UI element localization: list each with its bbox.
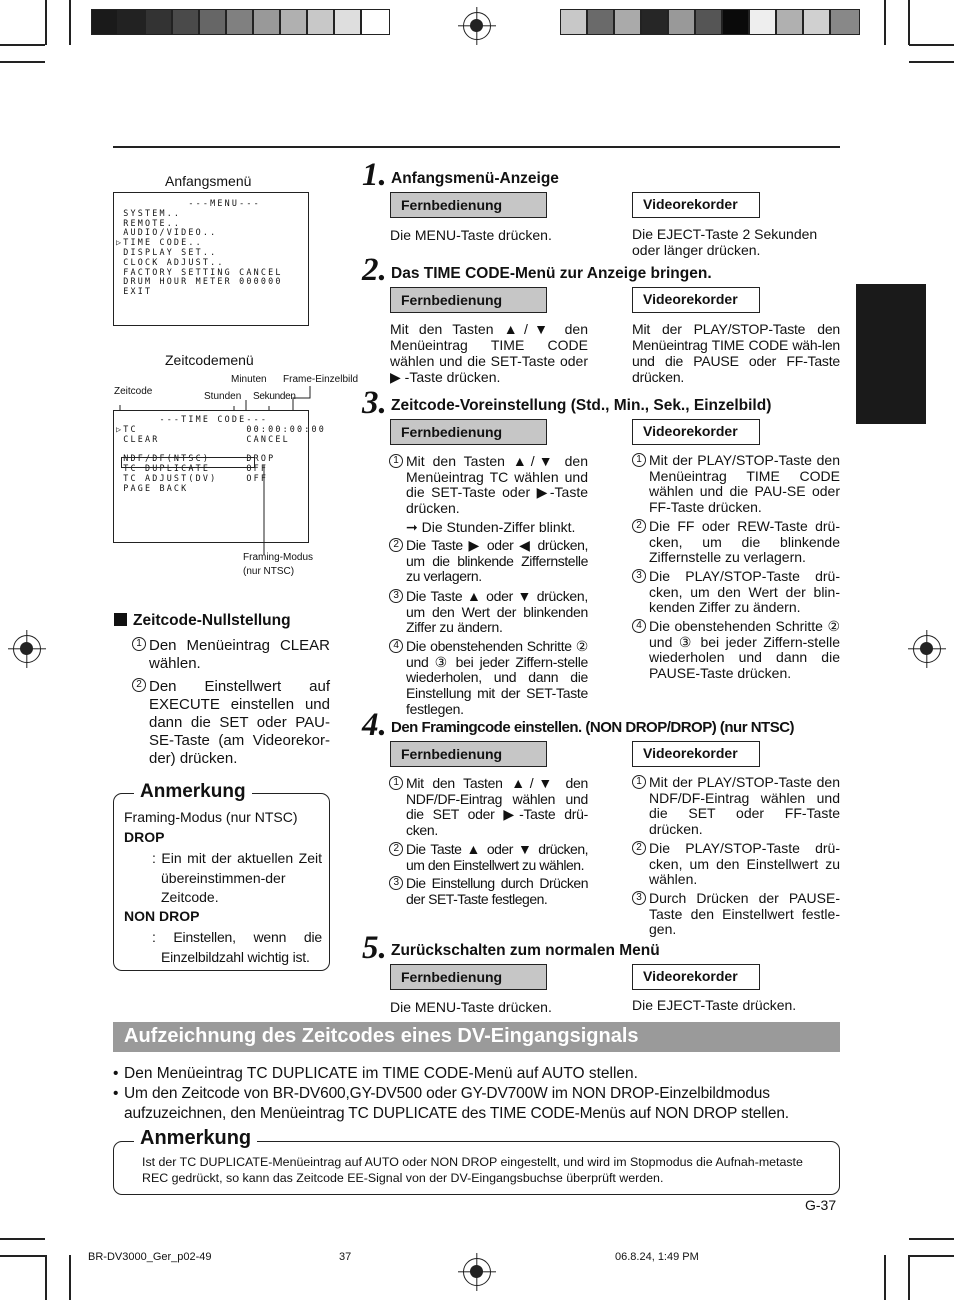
anmerkung-title-bottom: Anmerkung — [134, 1127, 257, 1150]
num-circle: 2 — [389, 538, 403, 552]
section-banner — [113, 1022, 840, 1052]
step5-fernbedienung: Fernbedienung — [390, 964, 547, 990]
drop-label: DROP — [124, 829, 165, 845]
label-frame-einzelbild: Frame-Einzelbild — [283, 374, 359, 385]
footer-number: 37 — [339, 1251, 352, 1263]
step2-title: Das TIME CODE-Menü zur Anzeige bringen. — [391, 265, 712, 282]
nullstellung-item-1: 1 Den Menüeintrag CLEAR wählen. — [149, 637, 330, 673]
num-circle: 2 — [632, 519, 646, 533]
step5-number: 5. — [362, 930, 387, 966]
registration-mark-bottom — [463, 1258, 491, 1286]
registration-mark-left — [13, 635, 41, 663]
label-framing-modus: Framing-Modus (nur NTSC) — [243, 552, 314, 577]
step3-fern-item-3: 3 Die Taste ▲ oder ▼ drücken, um den Wert der blinkenden Ziffer zu ändern. — [406, 589, 588, 636]
footer-filename: BR-DV3000_Ger_p02-49 — [88, 1251, 212, 1263]
step3-title: Zeitcode-Voreinstellung (Std., Min., Sek., Einzelbild) — [391, 397, 772, 414]
nullstellung-item-2: 2 Den Einstellwert auf EXECUTE einstellen und dann die SET oder PAU-SE-Taste (am Videorekor-der) drücken. — [149, 678, 330, 768]
step-num-2: 2 — [132, 678, 146, 692]
drop-desc: : Ein mit der aktuellen Zeit übereinstimmen-der Zeitcode. — [152, 850, 322, 905]
step5-title: Zurückschalten zum normalen Menü — [391, 942, 660, 959]
label-sekunden: Sekunden — [253, 391, 296, 402]
anmerkung-box-bottom — [113, 1127, 840, 1195]
step4-video-item-1: 1 Mit der PLAY/STOP-Taste den NDF/DF-Eintrag wählen und die SET oder FF-Taste drücken. — [649, 775, 840, 838]
step5-videorekorder: Videorekorder — [632, 964, 760, 990]
num-circle: 3 — [632, 569, 646, 583]
step1-video-text: Die EJECT-Taste 2 Sekunden oder länger drücken. — [632, 226, 818, 258]
anmerkung-text-bottom: Ist der TC DUPLICATE-Menüeintrag auf AUTO oder NON DROP eingestellt, und wird im Stopmodus die Aufnah-metaste REC gedrückt, so kann das Zeitcode EE-Signal von der DV-Eingangsbuchse überprüft werden. — [142, 1155, 803, 1185]
step3-fern-item-2: 2 Die Taste ▶ oder ◀ drücken, um die blinkende Ziffernstelle zu verlagern. — [406, 538, 588, 585]
label-zeitcode: Zeitcode — [114, 386, 153, 397]
framing-line: Framing-Modus (nur NTSC) — [124, 809, 298, 825]
zeitcodemenu-caption: Zeitcodemenü — [165, 352, 254, 368]
step2-fern-text: Mit den Tasten ▲/▼ den Menüeintrag TIME CODE wählen und die SET-Taste oder ▶ -Taste drücken. — [390, 321, 588, 385]
nullstellung-title: Zeitcode-Nullstellung — [133, 612, 291, 629]
step1-fernbedienung: Fernbedienung — [390, 192, 547, 218]
step3-video-item-2: 2 Die FF oder REW-Taste drü-cken, um die blinkende Ziffernstelle zu verlagern. — [649, 519, 840, 566]
step3-fern-note: ➞ Die Stunden-Ziffer blinkt. — [406, 519, 576, 535]
step4-fern-item-1: 1 Mit den Tasten ▲/▼ den NDF/DF-Eintrag wählen und die SET oder ▶-Taste drü-cken. — [406, 776, 588, 839]
step1-fern-text: Die MENU-Taste drücken. — [390, 227, 552, 243]
num-circle: 3 — [632, 891, 646, 905]
step2-fernbedienung: Fernbedienung — [390, 287, 547, 313]
header-rule — [113, 146, 840, 148]
anmerkung-box-left — [113, 781, 330, 971]
num-circle: 1 — [389, 776, 403, 790]
section-banner-title: Aufzeichnung des Zeitcodes eines DV-Eingangsignals — [124, 1025, 639, 1047]
num-circle: 4 — [389, 639, 403, 653]
section-bullet-2: • Um den Zeitcode von BR-DV600,GY-DV500 oder GY-DV700W im NON DROP-Einzelbildmodus aufzuzeichnen, den Menüeintrag TC DUPLICATE des TIME CODE-Menüs auf NON DROP stellen. — [113, 1085, 789, 1122]
step4-fern-item-2: 2 Die Taste ▲ oder ▼ drücken, um den Einstellwert zu wählen. — [406, 842, 588, 873]
registration-mark-top — [463, 12, 491, 40]
label-stunden: Stunden — [204, 391, 242, 402]
nondrop-label: NON DROP — [124, 908, 200, 924]
step2-video-text: Mit der PLAY/STOP-Taste den Menüeintrag TIME CODE wäh-len und die PAUSE oder FF-Taste drücken. — [632, 321, 840, 385]
step4-title: Den Framingcode einstellen. (NON DROP/DROP) (nur NTSC) — [391, 719, 795, 736]
section-bullet-1: • Den Menüeintrag TC DUPLICATE im TIME CODE-Menü auf AUTO stellen. — [113, 1065, 638, 1082]
num-circle: 2 — [389, 842, 403, 856]
nondrop-desc: : Einstellen, wenn die Einzelbildzahl wichtig ist. — [152, 929, 322, 965]
step3-fernbedienung: Fernbedienung — [390, 419, 547, 445]
nullstellung-square — [114, 613, 127, 626]
step3-fern-item-4: 4 Die obenstehenden Schritte ② und ③ bei jeder Ziffern-stelle wiederholen, und dann die Einstellung mit der SET-Taste festlegen. — [406, 639, 588, 718]
ndf-df-highlight — [121, 457, 255, 468]
step4-fernbedienung: Fernbedienung — [390, 741, 547, 767]
num-circle: 1 — [632, 453, 646, 467]
initial-menu-text: ---MENU--- SYSTEM.. REMOTE.. AUDIO/VIDEO.. ▷TIME CODE.. DISPLAY SET.. CLOCK ADJUST.. FACTORY SETTING CANCEL DRUM HOUR METER 000000 EXIT — [116, 198, 283, 297]
step3-number: 3. — [362, 385, 387, 421]
step3-video-item-1: 1 Mit der PLAY/STOP-Taste den Menüeintrag TIME CODE wählen und die PAU-SE oder FF-Taste drücken. — [649, 453, 840, 516]
side-tab — [856, 284, 926, 424]
num-circle: 3 — [389, 589, 403, 603]
initial-menu-screen — [113, 192, 309, 326]
num-circle: 1 — [632, 775, 646, 789]
num-circle: 3 — [389, 876, 403, 890]
step3-fern-item-1: 1 Mit den Tasten ▲/▼ den Menüeintrag TC wählen und die SET-Taste oder ▶-Taste drücken. — [406, 454, 588, 517]
num-circle: 4 — [632, 619, 646, 633]
label-minuten: Minuten — [231, 374, 267, 385]
step4-videorekorder: Videorekorder — [632, 741, 760, 767]
step3-videorekorder: Videorekorder — [632, 419, 760, 445]
step1-videorekorder: Videorekorder — [632, 192, 760, 218]
step2-number: 2. — [362, 252, 387, 288]
anfangsmenu-caption: Anfangsmenü — [165, 173, 252, 189]
step4-video-item-3: 3 Durch Drücken der PAUSE-Taste den Einstellwert festle-gen. — [649, 891, 840, 938]
anmerkung-title-left: Anmerkung — [134, 781, 252, 803]
num-circle: 2 — [632, 841, 646, 855]
step4-number: 4. — [362, 707, 387, 743]
step3-video-item-4: 4 Die obenstehenden Schritte ② und ③ bei jeder Ziffern-stelle wiederholen und dann die PAUSE-Taste drücken. — [649, 619, 840, 682]
num-circle: 1 — [389, 454, 403, 468]
step1-number: 1. — [362, 157, 387, 193]
step-num-1: 1 — [132, 637, 146, 651]
time-code-menu-screen — [113, 410, 327, 543]
step4-video-item-2: 2 Die PLAY/STOP-Taste drü-cken, um den Einstellwert zu wählen. — [649, 841, 840, 888]
step4-fern-item-3: 3 Die Einstellung durch Drücken der SET-Taste festlegen. — [406, 876, 588, 907]
page-number: G-37 — [805, 1197, 837, 1213]
time-code-menu-text: ---TIME CODE--- ▷TC 00:00:00:00 CLEAR CANCEL NDF/DF(NTSC) DROP TC DUPLICATE OFF TC ADJUST(DV) OFF PAGE BACK — [116, 414, 327, 493]
step2-videorekorder: Videorekorder — [632, 287, 760, 313]
registration-mark-right — [913, 635, 941, 663]
step5-fern-text: Die MENU-Taste drücken. — [390, 999, 552, 1015]
step3-video-item-3: 3 Die PLAY/STOP-Taste drü-cken, um den Wert der blin-kenden Ziffer zu ändern. — [649, 569, 840, 616]
step1-title: Anfangsmenü-Anzeige — [391, 170, 559, 187]
step5-video-text: Die EJECT-Taste drücken. — [632, 997, 797, 1013]
footer-date: 06.8.24, 1:49 PM — [615, 1251, 699, 1263]
